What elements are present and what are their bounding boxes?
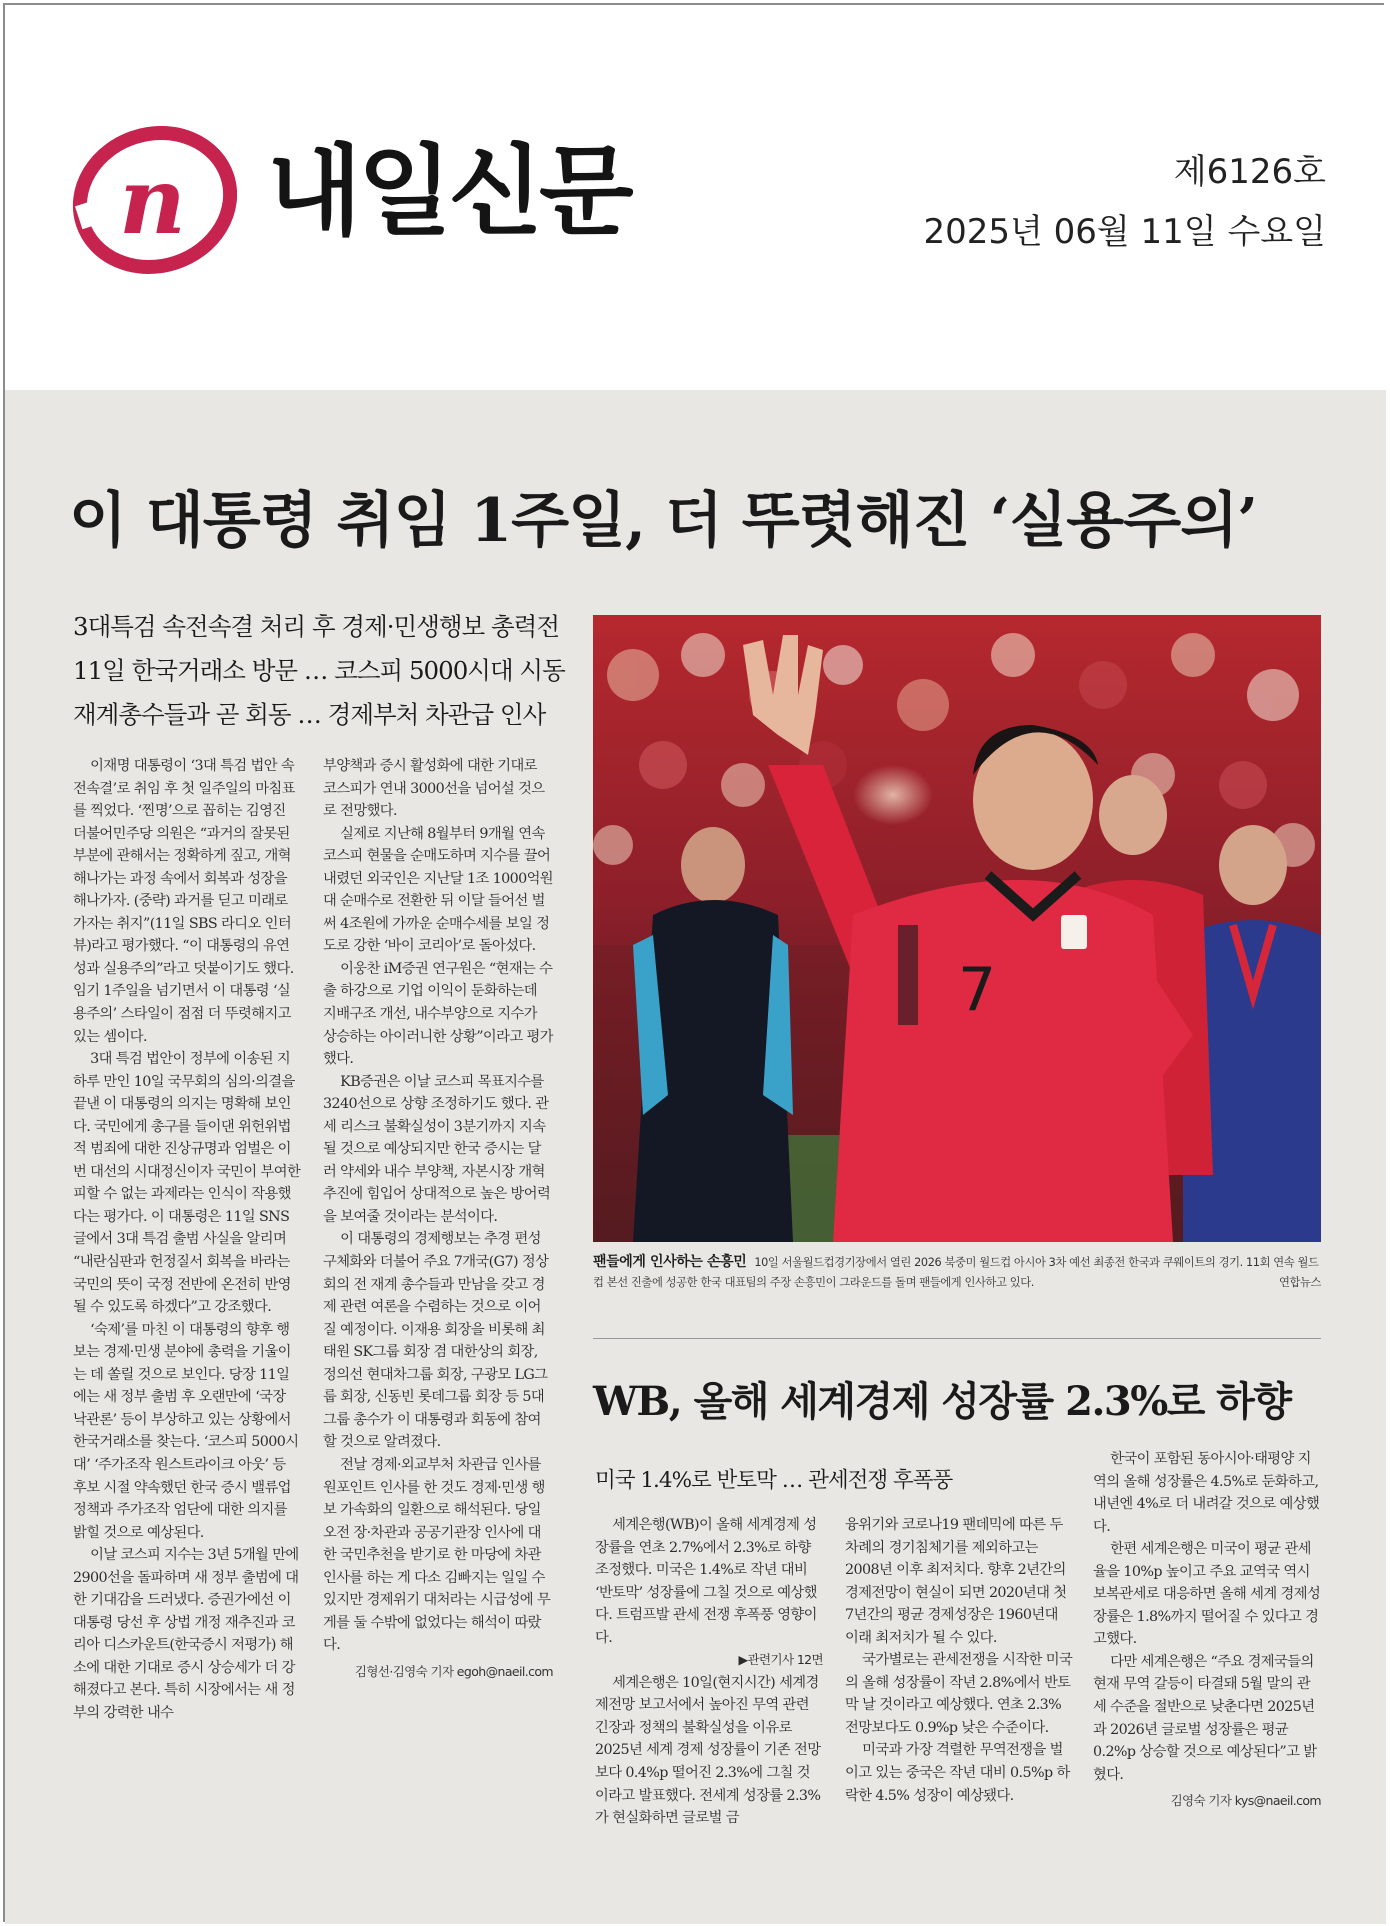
lead-subhead: 11일 한국거래소 방문 … 코스피 5000시대 시동 — [73, 656, 565, 685]
paragraph: 미국과 가장 격렬한 무역전쟁을 벌이고 있는 중국은 작년 대비 0.5%p 하락한 4.5% 성장이 예상됐다. — [845, 1742, 1070, 1804]
soccer-player-photo — [593, 615, 1321, 1242]
publication-date: 2025년 06월 11일 수요일 — [923, 212, 1326, 252]
newspaper-page — [3, 3, 1384, 1922]
paragraph: 이웅찬 iM증권 연구원은 “현재는 수출 하강으로 기업 이익이 둔화하는데 지배구조 개선, 내수부양으로 지수가 상승하는 아이러니한 상황”이라고 평가했다. — [323, 960, 553, 1068]
paragraph: 3대 특검 법안이 정부에 이송된 지 하루 만인 10일 국무회의 심의·의결을 끝낸 이 대통령의 의지는 명확해 보인다. 국민에게 총구를 들이댄 위헌위법적 범죄에 대한 진상규명과 엄벌은 이번 대선의 시대정신이자 국민이 부여한 피할 수 없는 과제라는 인식이 작용했다는 평가다. 이 대통령은 11일 SNS 글에서 3대 특검 출범 사실을 알리며 “내란심판과 헌정질서 회복을 바라는 국민의 뜻이 국정 전반에 온전히 반영될 수 있도록 하겠다”고 강조했다. — [73, 1051, 301, 1316]
lead-byline: 김형선·김영숙 기자 egoh@naeil.com — [354, 1663, 553, 1679]
caption-title: 팬들에게 인사하는 손흥민 — [593, 1254, 747, 1270]
naeil-logo-icon — [67, 115, 237, 285]
lead-article-column-2 — [323, 755, 553, 1683]
paragraph: 이 대통령의 경제행보는 추경 편성 구체화와 더불어 주요 7개국(G7) 정상회의 전 재계 총수들과 만남을 갖고 경제 관련 여론을 수렴하는 것으로 이어질 예정이다. 이재용 회장을 비롯해 최태원 SK그룹 회장 겸 대한상의 회장, 정의선 현대차그룹 회장, 구광모 LG그룹 회장, 신동빈 롯데그룹 회장 등 5대 그룹 총수가 이 대통령과 회동에 참여할 것으로 알려졌다. — [323, 1231, 549, 1451]
paragraph: 한편 세계은행은 미국이 평균 관세율을 10%p 높이고 주요 교역국 역시 보복관세로 대응하면 올해 세계 경제성장률은 1.8%까지 떨어질 수 있다고 경고했다. — [1093, 1541, 1321, 1648]
paragraph: 국가별로는 관세전쟁을 시작한 미국의 올해 성장률이 작년 2.8%에서 반토막 날 것이라고 예상했다. 연초 2.3% 전망보다도 0.9%p 낮은 수준이다. — [845, 1652, 1073, 1736]
second-article-column-2 — [845, 1514, 1073, 1807]
second-byline: 김영숙 기자 kys@naeil.com — [1170, 1793, 1321, 1809]
news-photo — [593, 615, 1321, 1242]
paragraph: 전날 경제·외교부처 차관급 인사를 원포인트 인사를 한 것도 경제·민생 행보 가속화의 일환으로 해석된다. 당일 오전 장·차관과 공공기관장 인사에 대한 국민추천을 받기로 한 마당에 차관 인사를 하는 게 다소 김빠지는 일일 수 있지만 경제위기 대처라는 시급성에 무게를 둘 수밖에 없었다는 해석이 따랐다. — [323, 1456, 551, 1654]
second-article-column-3 — [1093, 1448, 1321, 1813]
paragraph: 이재명 대통령이 ‘3대 특검 법안 속전속결’로 취임 후 첫 일주일의 마침표를 찍었다. ‘찐명’으로 꼽히는 김영진 더불어민주당 의원은 “과거의 잘못된 부분에 관해서는 정확하게 짚고, 개혁해나가는 과정 속에서 회복과 성장을 해나가자. (중략) 과거를 딛고 미래로 가자는 취지”(11일 SBS 라디오 인터뷰)라고 평가했다. “이 대통령의 유연성과 실용주의”라고 덧붙이기도 했다. 임기 1주일을 넘기면서 이 대통령 ‘실용주의’ 스타일이 점점 더 뚜렷해지고 있는 셈이다. — [73, 758, 295, 1045]
paragraph: ‘숙제’를 마친 이 대통령의 향후 행보는 경제·민생 분야에 총력을 기울이는 데 쏠릴 것으로 보인다. 당장 11일에는 새 정부 출범 후 오랜만에 ‘국장 낙관론’ 등이 부상하고 있는 상황에서 한국거래소를 찾는다. ‘코스피 5000시대’ ‘주가조작 원스트라이크 아웃’ 등 후보 시절 약속했던 한국 증시 밸류업 정책과 주가조작 엄단에 대한 의지를 밝힐 것으로 예상된다. — [73, 1321, 299, 1541]
lead-article-column-1 — [73, 755, 301, 1725]
paragraph: 다만 세계은행은 “주요 경제국들의 현재 무역 갈등이 타결돼 5월 말의 관세 수준을 절반으로 낮춘다면 2025년과 2026년 글로벌 성장률은 평균 0.2%p 상승할 것으로 예상된다”고 밝혔다. — [1093, 1653, 1317, 1783]
lead-headline: 이 대통령 취임 1주일, 더 뚜렷해진 ‘실용주의’ — [69, 486, 1258, 556]
paragraph: 이날 코스피 지수는 3년 5개월 만에 2900선을 돌파하며 새 정부 출범에 대한 기대감을 드러냈다. 증권가에선 이 대통령 당선 후 상법 개정 재추진과 코리아 디스카운트(한국증시 저평가) 해소에 대한 기대로 증시 상승세가 더 강해졌다고 본다. 특히 시장에서는 새 정부의 강력한 내수 — [73, 1547, 299, 1721]
paragraph: 부양책과 증시 활성화에 대한 기대로 코스피가 연내 3000선을 넘어설 것으로 전망했다. — [323, 758, 545, 820]
paragraph: 한국이 포함된 동아시아·태평양 지역의 올해 성장률은 4.5%로 둔화하고, 내년엔 4%로 더 내려갈 것으로 예상했다. — [1093, 1451, 1320, 1535]
lead-subhead: 재계총수들과 곧 회동 … 경제부처 차관급 인사 — [73, 700, 546, 729]
second-article-column-1 — [595, 1514, 823, 1830]
paragraph: 세계은행(WB)이 올해 세계경제 성장률을 연초 2.7%에서 2.3%로 하향 조정했다. 미국은 1.4%로 작년 대비 ‘반토막’ 성장률에 그칠 것으로 예상했다. 트럼프발 관세 전쟁 후폭풍 영향이다. — [595, 1517, 817, 1646]
lead-subhead: 3대특검 속전속결 처리 후 경제·민생행보 총력전 — [73, 612, 559, 641]
section-divider — [593, 1338, 1321, 1339]
photo-caption — [593, 1252, 1321, 1293]
paragraph: KB증권은 이날 코스피 목표지수를 3240선으로 상향 조정하기도 했다. 관세 리스크 불확실성이 3분기까지 지속될 것으로 예상되지만 한국 증시는 달러 약세와 내수 부양책, 자본시장 개혁 추진에 힘입어 상대적으로 높은 방어력을 보여줄 것이라는 분석이다. — [323, 1073, 551, 1225]
svg-text:7: 7 — [958, 955, 997, 1025]
masthead — [5, 5, 1386, 390]
lead-subheads — [73, 605, 565, 737]
second-subhead: 미국 1.4%로 반토막 … 관세전쟁 후폭풍 — [595, 1468, 953, 1493]
second-headline: WB, 올해 세계경제 성장률 2.3%로 하향 — [593, 1378, 1291, 1425]
front-page — [5, 390, 1386, 1924]
paragraph: 융위기와 코로나19 팬데믹에 따른 두 차례의 경기침체기를 제외하고는 2008년 이후 최저치다. 향후 2년간의 경제전망이 현실이 되면 2020년대 첫 7년간의 평균 경제성장은 1960년대 이래 최저치가 될 수 있다. — [845, 1517, 1067, 1646]
photo-source: 연합뉴스 — [1278, 1276, 1321, 1289]
paragraph: 실제로 지난해 8월부터 9개월 연속 코스피 현물을 순매도하며 지수를 끌어내렸던 외국인은 지난달 1조 1000억원대 순매수로 전환한 뒤 이달 들어선 벌써 4조원에 가까운 순매수세를 보일 정도로 강한 ‘바이 코리아’로 돌아섰다. — [323, 825, 553, 955]
issue-number: 제6126호 — [1173, 152, 1326, 192]
paragraph: 세계은행은 10일(현지시간) 세계경제전망 보고서에서 높아진 무역 관련 긴장과 정책의 불확실성을 이유로 2025년 세계 경제 성장률이 기존 전망보다 0.4%p 떨어진 2.3%에 그칠 것이라고 발표했다. 전세계 성장률 2.3%가 현실화하면 글로벌 금 — [595, 1674, 821, 1827]
svg-text:n: n — [119, 147, 186, 255]
newspaper-title: 내일신문 — [267, 135, 630, 249]
caption-text: 10일 서울월드컵경기장에서 열린 2026 북중미 월드컵 아시아 3차 예선 최종전 한국과 쿠웨이트의 경기. 11회 연속 월드컵 본선 진출에 성공한 한국 대표팀의 주장 손흥민이 그라운드를 돌며 팬들에게 인사하고 있다. — [593, 1256, 1319, 1289]
related-article-link[interactable]: ▶관련기사 12면 — [738, 1652, 823, 1668]
